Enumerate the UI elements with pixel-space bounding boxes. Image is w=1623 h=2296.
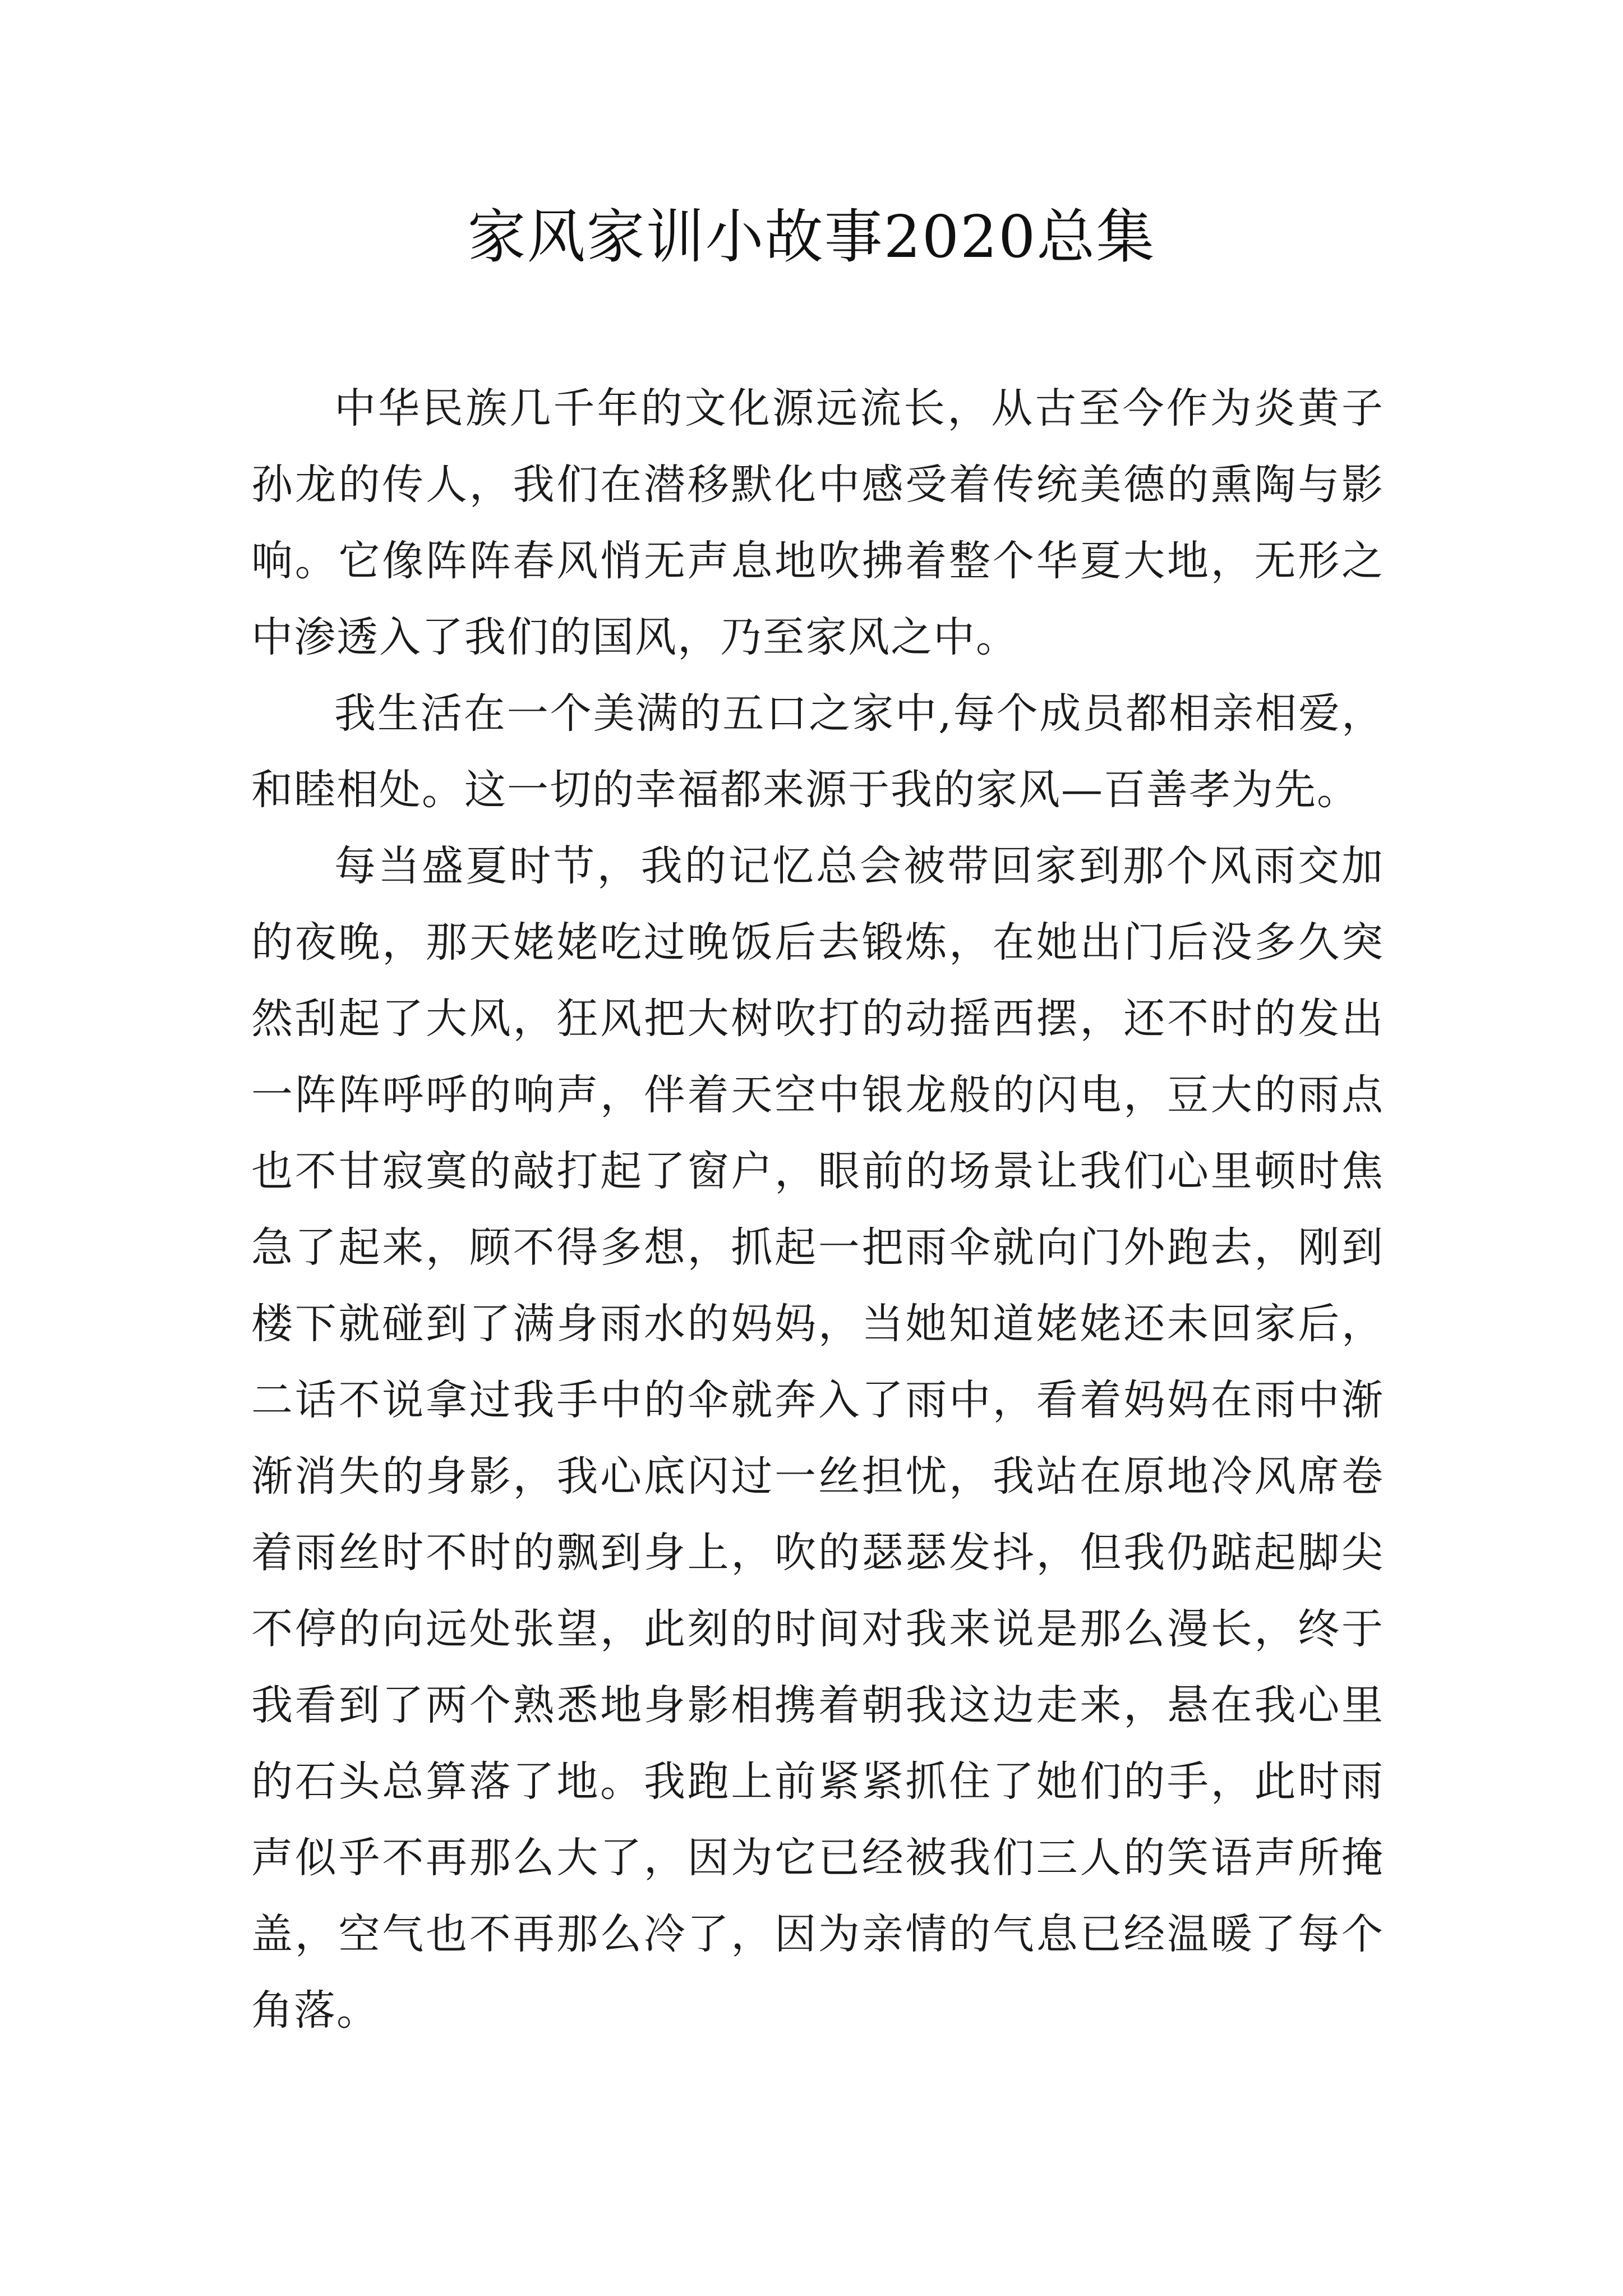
paragraph-family: 我生活在一个美满的五口之家中,每个成员都相亲相爱，和睦相处。这一切的幸福都来源于我的家风—百善孝为先。 (251, 689, 1384, 814)
document-title: 家风家训小故事2020总集 (467, 203, 1156, 271)
paragraph-story: 每当盛夏时节，我的记忆总会被带回家到那个风雨交加的夜晚，那天姥姥吃过晚饭后去锻炼，在她出门后没多久突然刮起了大风，狂风把大树吹打的动摇西摆，还不时的发出一阵阵呼呼的响声，伴着天空中银龙般的闪电，豆大的雨点也不甘寂寞的敲打起了窗户，眼前的场景让我们心里顿时焦急了起来，顾不得多想，抓起一把雨伞就向门外跑去，刚到楼下就碰到了满身雨水的妈妈，当她知道姥姥还未回家后，二话不说拿过我手中的伞就奔入了雨中，看着妈妈在雨中渐渐消失的身影，我心底闪过一丝担忧，我站在原地冷风席卷着雨丝时不时的飘到身上，吹的瑟瑟发抖，但我仍踮起脚尖不停的向远处张望，此刻的时间对我来说是那么漫长，终于我看到了两个熟悉地身影相携着朝我这边走来，悬在我心里的石头总算落了地。我跑上前紧紧抓住了她们的手，此时雨声似乎不再那么大了，因为它已经被我们三人的笑语声所掩盖，空气也不再那么冷了，因为亲情的气息已经温暖了每个角落。 (251, 842, 1384, 2035)
paragraph-intro: 中华民族几千年的文化源远流长，从古至今作为炎黄子孙龙的传人，我们在潜移默化中感受着传统美德的熏陶与影响。它像阵阵春风悄无声息地吹拂着整个华夏大地，无形之中渗透入了我们的国风，乃至家风之中。 (251, 384, 1384, 661)
document-body (251, 370, 1384, 2049)
